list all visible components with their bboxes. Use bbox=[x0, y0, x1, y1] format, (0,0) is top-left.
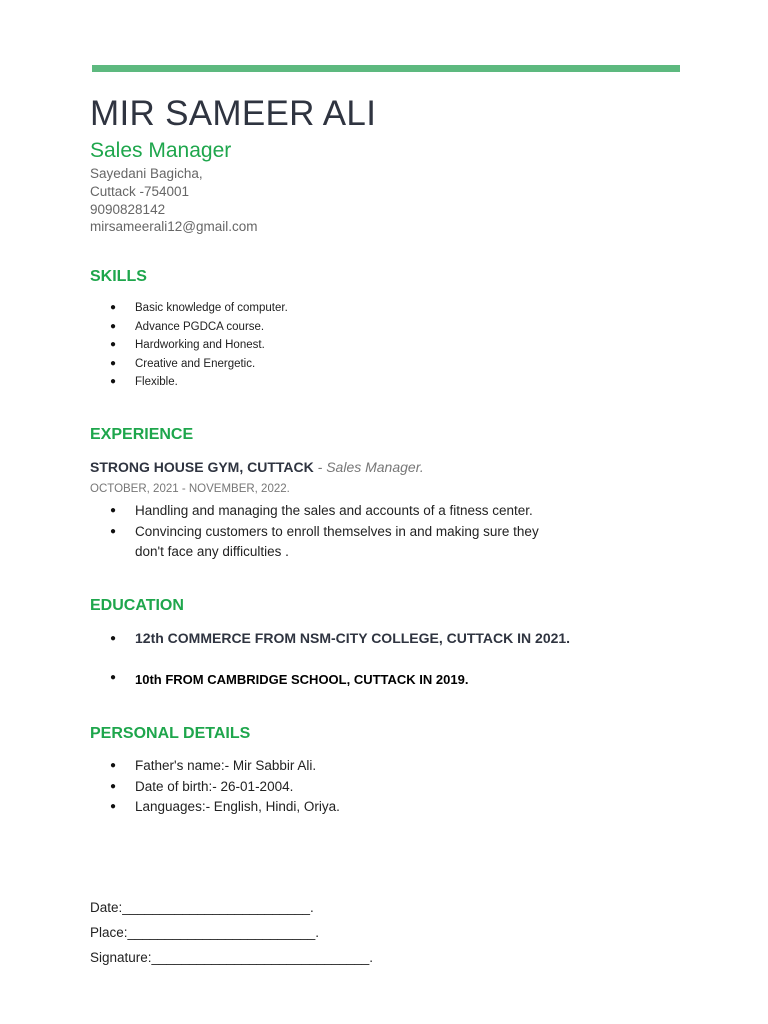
education-heading: EDUCATION bbox=[90, 597, 184, 614]
address-line-2: Cuttack -754001 bbox=[90, 183, 190, 199]
list-item: ● Convincing customers to enroll themselves in and making sure they don't face any difficulties . bbox=[110, 522, 555, 563]
personal-details-list bbox=[110, 756, 340, 818]
job-separator: - bbox=[313, 459, 327, 475]
contact-block bbox=[90, 165, 258, 236]
list-item: ● 10th FROM CAMBRIDGE SCHOOL, CUTTACK IN 2019. bbox=[110, 672, 468, 687]
skills-heading: SKILLS bbox=[90, 268, 147, 285]
skills-list bbox=[110, 299, 288, 392]
list-item: ● 12th COMMERCE FROM NSM-CITY COLLEGE, CUTTACK IN 2021. bbox=[110, 629, 555, 648]
list-item: ● Father's name:- Mir Sabbir Ali. bbox=[110, 756, 340, 777]
list-item: ● Flexible. bbox=[110, 373, 288, 392]
job-dates: OCTOBER, 2021 - NOVEMBER, 2022. bbox=[90, 483, 290, 495]
list-item: ● Basic knowledge of computer. bbox=[110, 299, 288, 318]
experience-heading: EXPERIENCE bbox=[90, 426, 194, 443]
signature-line: Signature:_____________________________. bbox=[90, 950, 374, 965]
job-line bbox=[90, 459, 424, 475]
job-title: Sales Manager. bbox=[326, 459, 424, 475]
list-item: ● Date of birth:- 26-01-2004. bbox=[110, 777, 340, 798]
list-item: ● Creative and Energetic. bbox=[110, 355, 288, 374]
address-line-1: Sayedani Bagicha, bbox=[90, 166, 203, 181]
email-address: mirsameerali12@gmail.com bbox=[90, 219, 258, 235]
company-name: STRONG HOUSE GYM, CUTTACK bbox=[90, 459, 314, 475]
personal-details-heading: PERSONAL DETAILS bbox=[90, 725, 251, 742]
date-line: Date:_________________________. bbox=[90, 900, 314, 915]
candidate-name: MIR SAMEER ALI bbox=[90, 94, 377, 133]
place-line: Place:_________________________. bbox=[90, 925, 319, 940]
header-accent-bar bbox=[92, 65, 680, 72]
experience-list bbox=[110, 501, 555, 563]
list-item: ● Advance PGDCA course. bbox=[110, 318, 288, 337]
phone-number: 9090828142 bbox=[90, 201, 166, 217]
list-item: ● Hardworking and Honest. bbox=[110, 336, 288, 355]
education-list-primary bbox=[110, 629, 571, 648]
list-item: ● Languages:- English, Hindi, Oriya. bbox=[110, 797, 340, 818]
education-list-secondary bbox=[110, 672, 468, 687]
candidate-role: Sales Manager bbox=[90, 139, 232, 162]
list-item: ● Handling and managing the sales and accounts of a fitness center. bbox=[110, 501, 555, 522]
